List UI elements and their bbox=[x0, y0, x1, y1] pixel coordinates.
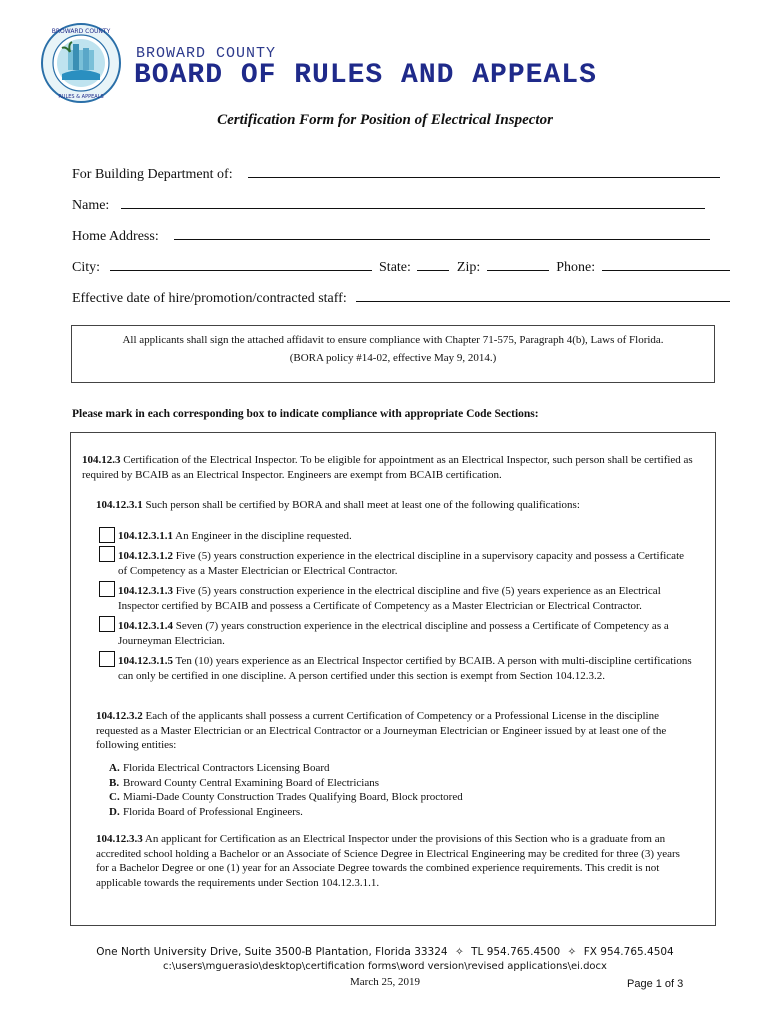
zip-input-line[interactable] bbox=[487, 258, 549, 271]
requirements-box bbox=[70, 432, 716, 926]
effective-date-label: Effective date of hire/promotion/contracted staff: bbox=[72, 291, 347, 306]
checkbox-104-12-3-1-2[interactable] bbox=[99, 546, 115, 562]
effective-date-input-line[interactable] bbox=[356, 289, 730, 302]
item-code: 104.12.3.1.3 bbox=[118, 585, 173, 597]
county-seal-icon bbox=[40, 22, 122, 104]
department-input-line[interactable] bbox=[248, 165, 720, 178]
section-text: Such person shall be certified by BORA and shall meet at least one of the following qualifications: bbox=[142, 499, 580, 511]
page-number: Page 1 of 3 bbox=[627, 978, 684, 990]
affidavit-notice bbox=[71, 325, 715, 383]
item-code: 104.12.3.1.4 bbox=[118, 620, 173, 632]
footer-address: One North University Drive, Suite 3500-B Plantation, Florida 33324 bbox=[96, 946, 448, 958]
name-label: Name: bbox=[72, 198, 110, 213]
list-text: Florida Board of Professional Engineers. bbox=[123, 805, 303, 818]
department-field bbox=[72, 165, 720, 183]
item-104-12-3-1-5 bbox=[118, 654, 708, 683]
checkbox-104-12-3-1-5[interactable] bbox=[99, 651, 115, 667]
item-text: Five (5) years construction experience in the electrical discipline in a supervisory capacity and possess a Certificate bbox=[173, 550, 685, 562]
item-104-12-3-1-4 bbox=[118, 619, 708, 648]
section-text-cont: following entities: bbox=[96, 739, 177, 751]
list-text: Miami-Dade County Construction Trades Qualifying Board, Block proctored bbox=[123, 791, 463, 803]
section-text-cont: applicable towards the requirements under Section 104.12.3.1.1. bbox=[96, 876, 380, 889]
item-code: 104.12.3.1.2 bbox=[118, 550, 173, 562]
list-text: Broward County Central Examining Board of Electricians bbox=[123, 776, 379, 789]
footer-date: March 25, 2019 bbox=[350, 976, 420, 988]
item-104-12-3-1-3 bbox=[118, 584, 708, 613]
section-text-cont: required by BCAIB as an Electrical Inspector. Engineers are exempt from BCAIB certification. bbox=[82, 468, 502, 481]
list-letter: D. bbox=[109, 805, 120, 818]
section-text: Certification of the Electrical Inspector. To be eligible for appointment as an Electrical Inspector, such person shall be certified as bbox=[120, 454, 693, 466]
item-104-12-3-1-1 bbox=[118, 529, 708, 544]
phone-label: Phone: bbox=[556, 260, 596, 275]
list-item bbox=[109, 776, 463, 791]
sparkle-icon: ✧ bbox=[454, 946, 464, 958]
section-104-12-3-3 bbox=[96, 832, 708, 890]
board-name: BOARD OF RULES AND APPEALS bbox=[134, 60, 597, 91]
address-field bbox=[72, 227, 710, 245]
item-code: 104.12.3.1.5 bbox=[118, 655, 173, 667]
footer-file-path: c:\users\mguerasio\desktop\certification forms\word version\revised applications\ei.docx bbox=[163, 961, 607, 972]
list-text: Florida Electrical Contractors Licensing Board bbox=[123, 762, 330, 774]
section-code: 104.12.3.1 bbox=[96, 499, 143, 511]
item-code: 104.12.3.1.1 bbox=[118, 530, 173, 542]
section-text-cont: accredited school holding a Bachelor or an Associate of Science Degree in Electrical Engineering may be credited for three (3) years bbox=[96, 847, 680, 860]
city-input-line[interactable] bbox=[110, 258, 372, 271]
name-field bbox=[72, 196, 705, 214]
notice-line-2: (BORA policy #14-02, effective May 9, 2014.) bbox=[289, 352, 497, 364]
footer-contact bbox=[0, 946, 770, 958]
phone-input-line[interactable] bbox=[602, 258, 730, 271]
name-input-line[interactable] bbox=[121, 196, 705, 209]
item-104-12-3-1-2 bbox=[118, 549, 708, 578]
form-title: Certification Form for Position of Electrical Inspector bbox=[217, 112, 553, 128]
section-code: 104.12.3 bbox=[82, 454, 121, 466]
city-field bbox=[72, 258, 730, 276]
county-name: BROWARD COUNTY bbox=[136, 45, 277, 62]
list-letter: A. bbox=[109, 762, 120, 774]
item-text-cont: can only be certified in one discipline. A person certified under this section is exempt from Section 104.12.3.2. bbox=[118, 669, 605, 682]
state-label: State: bbox=[379, 260, 411, 275]
list-item bbox=[109, 761, 463, 776]
section-text-cont: requested as a Master Electrician or an Electrical Contractor or a Journeyman Electrician or Engineer issued by at least one of the bbox=[96, 724, 667, 737]
section-104-12-3-2 bbox=[96, 709, 708, 753]
item-text-cont: of Competency as a Master Electrician or Electrical Contractor. bbox=[118, 564, 398, 577]
item-text: An Engineer in the discipline requested. bbox=[173, 530, 352, 542]
section-104-12-3-1 bbox=[96, 498, 706, 513]
list-item bbox=[109, 805, 463, 820]
address-input-line[interactable] bbox=[174, 227, 710, 240]
item-text-cont: Journeyman Electrician. bbox=[118, 634, 225, 647]
section-code: 104.12.3.3 bbox=[96, 833, 143, 845]
instruction-text: Please mark in each corresponding box to indicate compliance with appropriate Code Sections: bbox=[72, 408, 539, 420]
item-text: Seven (7) years construction experience in the electrical discipline and possess a Certificate of Competency as a bbox=[173, 620, 669, 632]
item-text: Ten (10) years experience as an Electrical Inspector certified by BCAIB. A person with multi-discipline certifications bbox=[173, 655, 692, 667]
department-label: For Building Department of: bbox=[72, 167, 233, 182]
svg-text:RULES & APPEALS: RULES & APPEALS bbox=[58, 94, 104, 100]
svg-text:BROWARD COUNTY: BROWARD COUNTY bbox=[51, 28, 111, 35]
effective-date-field bbox=[72, 289, 730, 307]
item-text-cont: Inspector certified by BCAIB and possess a Certificate of Competency as a Master Electrician or Electrical Contractor. bbox=[118, 599, 642, 612]
section-text: Each of the applicants shall possess a current Certification of Competency or a Professional License in the discipline bbox=[142, 710, 659, 722]
item-text: Five (5) years construction experience in the electrical discipline and five (5) years experience as an Electrical bbox=[173, 585, 661, 597]
address-label: Home Address: bbox=[72, 229, 159, 244]
state-input-line[interactable] bbox=[417, 258, 449, 271]
list-letter: B. bbox=[109, 776, 120, 789]
zip-label: Zip: bbox=[456, 260, 481, 275]
list-item bbox=[109, 790, 463, 805]
footer-fax: FX 954.765.4504 bbox=[583, 946, 674, 958]
checkbox-104-12-3-1-1[interactable] bbox=[99, 527, 115, 543]
section-104-12-3 bbox=[82, 453, 707, 482]
footer-tel: TL 954.765.4500 bbox=[471, 946, 561, 958]
section-code: 104.12.3.2 bbox=[96, 710, 143, 722]
checkbox-104-12-3-1-3[interactable] bbox=[99, 581, 115, 597]
notice-line-1: All applicants shall sign the attached affidavit to ensure compliance with Chapter 71-575, Paragraph 4(b), Laws of Florida. bbox=[122, 334, 664, 346]
checkbox-104-12-3-1-4[interactable] bbox=[99, 616, 115, 632]
list-letter: C. bbox=[109, 791, 120, 803]
city-label: City: bbox=[72, 260, 101, 275]
section-text-cont: for a Bachelor Degree or one (1) year for an Associate Degree towards the combined experience requirements. This credit is not bbox=[96, 862, 660, 874]
sparkle-icon: ✧ bbox=[567, 946, 577, 958]
section-text: An applicant for Certification as an Electrical Inspector under the provisions of this Section who is a graduate from an bbox=[142, 833, 666, 845]
entities-list bbox=[109, 761, 463, 819]
